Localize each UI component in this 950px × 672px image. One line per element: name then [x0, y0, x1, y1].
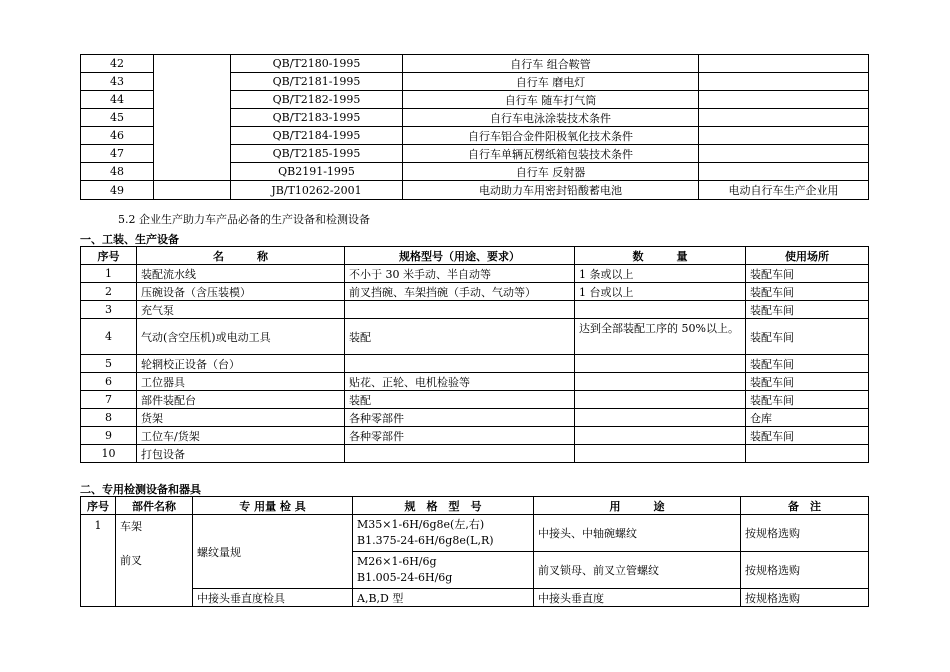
equipment-place: 装配车间 — [746, 283, 869, 301]
row-number: 9 — [81, 427, 137, 445]
equipment-name: 打包设备 — [137, 445, 345, 463]
row-number: 1 — [81, 515, 116, 607]
equipment-table — [80, 246, 869, 463]
standard-remark — [699, 127, 869, 145]
equipment-spec — [345, 445, 575, 463]
spec-cell — [353, 515, 534, 552]
standard-remark — [699, 73, 869, 91]
spec-line: M26×1-6H/6g — [357, 555, 437, 568]
equipment-place: 装配车间 — [746, 301, 869, 319]
standard-remark — [699, 163, 869, 181]
equipment-quantity — [575, 391, 746, 409]
standard-code: QB/T2184-1995 — [231, 127, 403, 145]
header-spec: 规 格 型 号 — [353, 497, 534, 515]
header-tool: 专 用量 检 具 — [193, 497, 353, 515]
spec-line: M35×1-6H/6g8e(左,右) — [357, 518, 485, 531]
equipment-spec: 各种零部件 — [345, 409, 575, 427]
table-row — [81, 515, 869, 552]
table-row — [81, 319, 869, 355]
equipment-quantity: 达到全部装配工序的 50%以上。 — [575, 319, 746, 355]
table-header-row — [81, 497, 869, 515]
standard-code: QB/T2181-1995 — [231, 73, 403, 91]
equipment-name: 部件装配台 — [137, 391, 345, 409]
table-row — [81, 55, 869, 73]
standard-code: QB/T2185-1995 — [231, 145, 403, 163]
row-number: 2 — [81, 283, 137, 301]
standard-remark: 电动自行车生产企业用 — [699, 181, 869, 200]
part-name-frame: 车架 — [120, 520, 142, 533]
tool-use: 前叉锁母、前叉立管螺纹 — [534, 552, 741, 589]
equipment-spec — [345, 301, 575, 319]
spec-cell — [353, 552, 534, 589]
standard-code: JB/T10262-2001 — [231, 181, 403, 200]
row-number: 1 — [81, 265, 137, 283]
equipment-name: 装配流水线 — [137, 265, 345, 283]
header-no: 序号 — [81, 247, 137, 265]
standard-code: QB/T2183-1995 — [231, 109, 403, 127]
equipment-place: 装配车间 — [746, 265, 869, 283]
table-row — [81, 301, 869, 319]
equipment-quantity — [575, 373, 746, 391]
standard-name: 电动助力车用密封铅酸蓄电池 — [403, 181, 699, 200]
row-number: 45 — [81, 109, 154, 127]
row-number: 7 — [81, 391, 137, 409]
tool-remark: 按规格选购 — [741, 552, 869, 589]
table-row — [81, 445, 869, 463]
inspection-table — [80, 496, 869, 607]
header-part: 部件名称 — [116, 497, 193, 515]
standard-name: 自行车电泳涂装技术条件 — [403, 109, 699, 127]
equipment-spec: 贴花、正轮、电机检验等 — [345, 373, 575, 391]
spec-line: B1.005-24-6H/6g — [357, 571, 453, 584]
equipment-spec: 各种零部件 — [345, 427, 575, 445]
tool-name: 中接头垂直度检具 — [193, 589, 353, 607]
equipment-quantity: 1 台或以上 — [575, 283, 746, 301]
part-name-fork: 前叉 — [120, 554, 142, 567]
table-row — [81, 355, 869, 373]
standard-name: 自行车 磨电灯 — [403, 73, 699, 91]
table-row — [81, 391, 869, 409]
row-number: 44 — [81, 91, 154, 109]
row-number: 42 — [81, 55, 154, 73]
row-number: 48 — [81, 163, 154, 181]
row-number: 5 — [81, 355, 137, 373]
table-row — [81, 427, 869, 445]
row-number: 4 — [81, 319, 137, 355]
equipment-spec: 装配 — [345, 391, 575, 409]
header-spec: 规格型号（用途、要求） — [345, 247, 575, 265]
equipment-name: 工位车/货架 — [137, 427, 345, 445]
equipment-name: 货架 — [137, 409, 345, 427]
equipment-place: 装配车间 — [746, 355, 869, 373]
equipment-place: 仓库 — [746, 409, 869, 427]
equipment-place: 装配车间 — [746, 427, 869, 445]
spec-line: B1.375-24-6H/6g8e(L,R) — [357, 534, 494, 547]
part-name-cell — [116, 515, 193, 607]
standard-name: 自行车 组合鞍管 — [403, 55, 699, 73]
equipment-spec: 不小于 30 米手动、半自动等 — [345, 265, 575, 283]
section1-heading: 一、工装、生产设备 — [80, 233, 179, 246]
equipment-quantity: 1 条或以上 — [575, 265, 746, 283]
row-number: 6 — [81, 373, 137, 391]
tool-use: 中接头垂直度 — [534, 589, 741, 607]
standard-name: 自行车单辆瓦楞纸箱包装技术条件 — [403, 145, 699, 163]
row-number: 3 — [81, 301, 137, 319]
header-no: 序号 — [81, 497, 116, 515]
standard-name: 自行车 反射器 — [403, 163, 699, 181]
equipment-quantity — [575, 301, 746, 319]
table-row — [81, 373, 869, 391]
row-number: 43 — [81, 73, 154, 91]
row-number: 10 — [81, 445, 137, 463]
tool-remark: 按规格选购 — [741, 589, 869, 607]
table-row — [81, 283, 869, 301]
equipment-place: 装配车间 — [746, 391, 869, 409]
equipment-spec: 装配 — [345, 319, 575, 355]
row-number: 8 — [81, 409, 137, 427]
header-quantity: 数 量 — [575, 247, 746, 265]
equipment-place: 装配车间 — [746, 319, 869, 355]
section-note: 5.2 企业生产助力车产品必备的生产设备和检测设备 — [118, 213, 370, 226]
section2-heading: 二、专用检测设备和器具 — [80, 483, 201, 496]
standard-name: 自行车铝合金件阳极氧化技术条件 — [403, 127, 699, 145]
tool-remark: 按规格选购 — [741, 515, 869, 552]
header-name: 名 称 — [137, 247, 345, 265]
category-cell — [154, 181, 231, 200]
table-row — [81, 181, 869, 200]
equipment-spec: 前叉挡碗、车架挡碗（手动、气动等） — [345, 283, 575, 301]
equipment-quantity — [575, 409, 746, 427]
equipment-name: 压碗设备（含压装模） — [137, 283, 345, 301]
header-remark: 备 注 — [741, 497, 869, 515]
standard-remark — [699, 109, 869, 127]
equipment-name: 充气泵 — [137, 301, 345, 319]
header-use: 用 途 — [534, 497, 741, 515]
standards-table — [80, 54, 869, 200]
standard-remark — [699, 55, 869, 73]
equipment-quantity — [575, 355, 746, 373]
standard-code: QB/T2180-1995 — [231, 55, 403, 73]
row-number: 49 — [81, 181, 154, 200]
equipment-name: 工位器具 — [137, 373, 345, 391]
equipment-spec — [345, 355, 575, 373]
equipment-quantity — [575, 427, 746, 445]
equipment-place — [746, 445, 869, 463]
header-place: 使用场所 — [746, 247, 869, 265]
equipment-name: 气动(含空压机)或电动工具 — [137, 319, 345, 355]
table-row — [81, 409, 869, 427]
standard-code: QB/T2182-1995 — [231, 91, 403, 109]
table-row — [81, 589, 869, 607]
tool-name: 螺纹量规 — [193, 515, 353, 589]
equipment-place: 装配车间 — [746, 373, 869, 391]
equipment-name: 轮辋校正设备（台） — [137, 355, 345, 373]
equipment-quantity — [575, 445, 746, 463]
table-header-row — [81, 247, 869, 265]
row-number: 47 — [81, 145, 154, 163]
row-number: 46 — [81, 127, 154, 145]
standard-remark — [699, 145, 869, 163]
standard-remark — [699, 91, 869, 109]
tool-use: 中接头、中轴碗螺纹 — [534, 515, 741, 552]
spec-cell: A,B,D 型 — [353, 589, 534, 607]
table-row — [81, 265, 869, 283]
standard-code: QB2191-1995 — [231, 163, 403, 181]
standard-name: 自行车 随车打气筒 — [403, 91, 699, 109]
category-cell — [154, 55, 231, 181]
